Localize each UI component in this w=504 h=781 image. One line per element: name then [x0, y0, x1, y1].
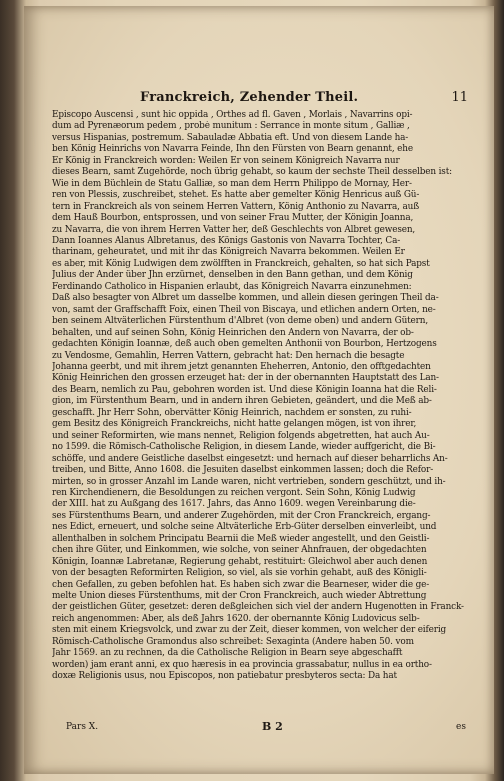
text-line: tern in Franckreich als von seinem Herren Vattern, König Anthonio zu Navarra, auß [52, 201, 419, 212]
text-line: es aber, mit König Ludwigen dem zwölfften in Franckreich, gehalten, so hat sich Papst [52, 258, 430, 269]
part-label: Pars X. [66, 722, 99, 732]
text-line: Johanna geerbt, und mit ihrem jetzt genannten Eheherren, Antonio, den offtgedachten [52, 361, 431, 372]
text-line: chen Gefallen, zu geben befohlen hat. Es haben sich zwar die Bearneser, wider die ge- [52, 579, 430, 590]
text-line: Episcopo Auscensi , sunt hic oppida , Orthes ad fl. Gaven , Morlais , Navarrins opi- [52, 110, 413, 120]
text-line: dieses Bearn, samt Zugehörde, noch übrig gehabt, so kaum der sechste Theil desselben ist: [52, 167, 452, 178]
text-line: ben seinem Altväterlichen Fürstenthum d'Albret (von deme oben) und andern Gütern, [52, 316, 428, 327]
page-footer [52, 722, 470, 736]
text-line: ben König Heinrichs von Navarra Feinde, Ihn den Fürsten von Bearn genannt, ehe [52, 144, 413, 155]
page-number: 11 [451, 90, 468, 105]
text-line: Dann Ioannes Alanus Albretanus, des Königs Gastonis von Navarra Tochter, Ca- [52, 235, 401, 246]
text-line: worden) jam erant anni, ex quo hæresis in ea provincia grassabatur, nullus in ea ortho- [52, 659, 432, 670]
text-line: und seiner Reformirten, wie mans nennet, Religion folgends abgetretten, hat auch Au- [52, 430, 430, 441]
text-line: behalten, und auf seinen Sohn, König Heinrichen den Andern von Navarra, der ob- [52, 327, 414, 338]
text-line: Wie in dem Büchlein de Statu Galliæ, so man dem Herrn Philippo de Mornay, Her- [52, 178, 412, 189]
text-line: Ferdinando Catholico in Hispanien erlaubt, das Königreich Navarra einzunehmen: [52, 281, 412, 292]
text-line: der XIII. hat zu Außgang des 1617. Jahrs, das Anno 1609. wegen Vereinbarung die- [52, 499, 416, 510]
text-line: geschafft. Jhr Herr Sohn, obervätter König Heinrich, nachdem er sonsten, zu ruhi- [52, 407, 412, 418]
text-line: ren Kirchendienern, die Besoldungen zu reichen vergont. Sein Sohn, König Ludwig [52, 487, 416, 498]
text-line: gem Besitz des Königreich Franckreichs, nicht hatte gelangen mögen, ist von ihrer, [52, 419, 417, 430]
text-line: reich angenommen: Aber, als deß Jahrs 1620. der obernannte König Ludovicus selb- [52, 613, 420, 624]
text-line: Jahr 1569. an zu rechnen, da die Catholische Religion in Bearn seye abgeschafft [52, 648, 403, 659]
text-line: no 1599. die Römisch-Catholische Religion, in diesem Lande, wieder auffgericht, die Bi- [52, 442, 436, 453]
text-line: König Heinrichen den grossen erzeuget hat: der in der obernannten Hauptstatt des Lan- [52, 373, 439, 384]
page-header [120, 90, 480, 108]
text-line: melte Union dieses Fürstenthums, mit der Cron Franckreich, auch wieder Abtrettung [52, 591, 427, 602]
text-line: nes Edict, erneuert, und solche seine Altväterliche Erb-Güter derselben einverleibt, und [52, 522, 437, 533]
text-line: des Bearn, nemlich zu Pau, gebohren worden ist. Und diese Königin Ioanna hat die Reli- [52, 384, 437, 395]
text-line: Er König in Franckreich worden: Weilen Er von seinem Königreich Navarra nur [52, 155, 400, 166]
signature-mark: B 2 [262, 720, 283, 733]
text-line: allenthalben in solchem Principatu Bearnii die Meß wieder angestellt, und den Geistli- [52, 533, 430, 544]
text-line: dum ad Pyrenæorum pedem , probè munitum : Serrance in monte situm , Galliæ , [52, 121, 410, 132]
text-line: zu Navarra, die von ihrem Herren Vatter her, deß Geschlechts von Albret gewesen, [52, 224, 416, 235]
text-line: gedachten Königin Ioannæ, deß auch oben gemelten Anthonii von Bourbon, Hertzogens [52, 339, 437, 350]
text-line: dem Hauß Bourbon, entsprossen, und von seiner Frau Mutter, der Königin Joanna, [52, 213, 414, 224]
body-text [52, 110, 470, 683]
catchword: es [456, 722, 466, 732]
text-line: ses Fürstenthums Bearn, und anderer Zugehörden, mit der Cron Franckreich, ergang- [52, 510, 431, 521]
text-line: ren von Plessis, zuschreibet, stehet. Es hatte aber gemelter König Henricus auß Gü- [52, 190, 420, 201]
text-line: chen ihre Güter, und Einkommen, wie solche, von seiner Ahnfrauen, der obgedachten [52, 545, 427, 556]
text-line: von der besagten Reformirten Religion, so viel, als sie vorhin gehabt, auß des Königli- [52, 568, 427, 579]
text-line: Julius der Ander über Jhn erzürnet, denselben in den Bann gethan, und dem König [52, 270, 413, 281]
text-line: von, samt der Graffschafft Foix, einen Theil von Biscaya, und etlichen andern Orten, ne- [52, 304, 436, 315]
text-line: tharinam, geheuratet, und mit ihr das Königreich Navarra bekommen. Weilen Er [52, 247, 405, 258]
text-line: Daß also besagter von Albret um dasselbe kommen, und allein diesen geringen Theil da- [52, 293, 439, 304]
text-line: schöffe, und andere Geistliche daselbst eingesetzt: und hernach auf dieser beharrlichs An- [52, 453, 448, 464]
text-line: doxæ Religionis usus, nou Episcopos, non patiebatur presbyteros secta: Da hat [52, 671, 397, 682]
text-line: Römisch-Catholische Gramondus also schreibet: Sexaginta (Andere haben 50. vom [52, 636, 414, 647]
text-line: zu Vendosme, Gemahlin, Herren Vattern, gebracht hat: Den hernach die besagte [52, 350, 405, 361]
text-line: versus Hispanias, postremum. Sabauladæ Abbatia eft. Und von diesem Lande ha- [52, 132, 409, 143]
text-line: gion, im Fürstenthum Bearn, und in andern ihren Gebieten, geändert, und die Meß ab- [52, 396, 432, 407]
running-head: Franckreich, Zehender Theil. [140, 90, 359, 105]
text-line: mirten, so in grosser Anzahl im Lande waren, nicht vertrieben, sondern geschützt, und ih- [52, 476, 446, 487]
text-line: treiben, und Bitte, Anno 1608. die Jesuiten daselbst einkommen lassen; doch die Refor- [52, 465, 434, 476]
text-line: der geistlichen Güter, gesetzet: deren deßgleichen sich viel der andern Hugenotten in Franck- [52, 602, 464, 613]
text-line: sten mit einem Kriegsvolck, und zwar zu der Zeit, dieser kommen, von welcher der eiferig [52, 625, 447, 636]
text-line: Königin, Ioannæ Labretanæ, Regierung gehabt, restituirt: Gleichwol aber auch denen [52, 556, 428, 567]
